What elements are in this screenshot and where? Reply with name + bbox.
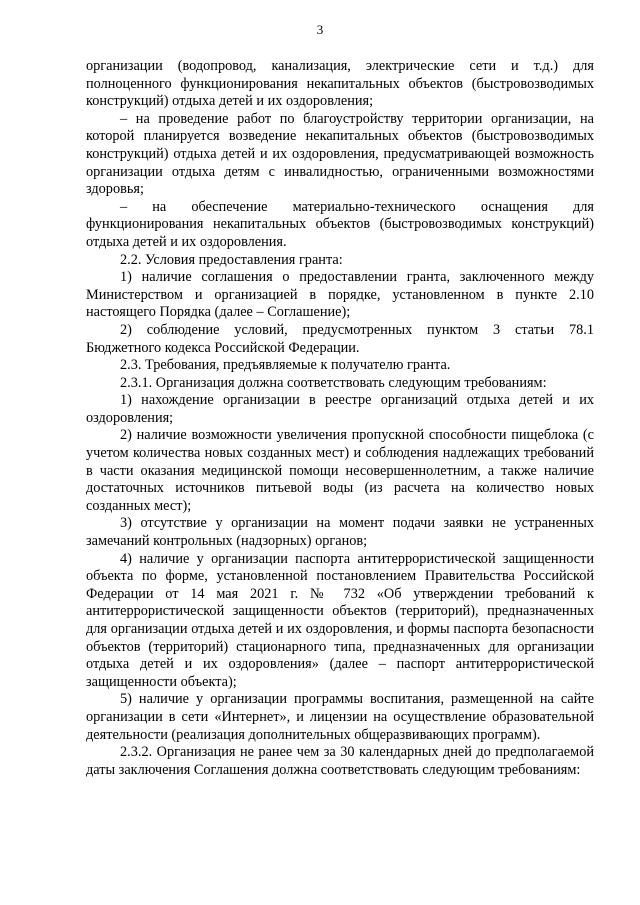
section-heading: 2.3.1. Организация должна соответствовать следующим требованиям:: [120, 374, 547, 391]
paragraph: 1) нахождение организации в реестре организаций отдыха детей и их оздоровления;: [86, 392, 594, 426]
paragraph: – на обеспечение материально-технического оснащения для функционирования некапитальных объектов (быстровозводимых конструкций) отдыха детей и их оздоровления.: [86, 198, 594, 250]
paragraph: 4) наличие у организации паспорта антитеррористической защищенности объекта по форме, установленной постановлением Правительства Российской Федерации от 14 мая 2021 г. № 732 «Об утверждении требований к антитеррористической защищенности объектов (территорий), предназначенных для организации отдыха детей и их оздоровления, и формы паспорта безопасности объектов (территорий) стационарного типа, предназначенных для организации отдыха детей и их оздоровления» (далее – паспорт антитеррористической защищенности объекта);: [86, 550, 594, 690]
section-heading: 2.2. Условия предоставления гранта:: [120, 251, 343, 268]
paragraph: 5) наличие у организации программы воспитания, размещенной на сайте организации в сети «Интернет», и лицензии на осуществление образовательной деятельности (реализация дополнительных общеразвивающих программ).: [86, 691, 594, 743]
paragraph: 3) отсутствие у организации на момент подачи заявки не устраненных замечаний контрольных (надзорных) органов;: [86, 515, 594, 550]
paragraph: 2) соблюдение условий, предусмотренных пунктом 3 статьи 78.1 Бюджетного кодекса Российской Федерации.: [86, 321, 594, 356]
paragraph: организации (водопровод, канализация, электрические сети и т.д.) для полноценного функционирования некапитальных объектов (быстровозводимых конструкций) отдыха детей и их оздоровления;: [86, 58, 594, 110]
page-number: 3: [316, 22, 324, 37]
document-body: [86, 58, 594, 779]
paragraph: 2.3.2. Организация не ранее чем за 30 календарных дней до предполагаемой даты заключения Соглашения должна соответствовать следующим требованиям:: [86, 744, 594, 778]
paragraph: 1) наличие соглашения о предоставлении гранта, заключенного между Министерством и организацией в порядке, установленном в пункте 2.10 настоящего Порядка (далее – Соглашение);: [86, 269, 594, 321]
section-heading: 2.3. Требования, предъявляемые к получателю гранта.: [120, 357, 451, 374]
paragraph: 2) наличие возможности увеличения пропускной способности пищеблока (с учетом количества новых созданных мест) и соблюдения надлежащих требований в части оказания медицинской помощи несовершеннолетним, а также наличие достаточных источников питьевой воды (из расчета на количество новых созданных мест);: [86, 427, 594, 514]
paragraph: – на проведение работ по благоустройству территории организации, на которой планируется возведение некапитальных объектов (быстровозводимых конструкций) отдыха детей и их оздоровления, предусматривающей возможность организации отдыха детям с инвалидностью, ограниченными возможностями здоровья;: [86, 110, 594, 198]
